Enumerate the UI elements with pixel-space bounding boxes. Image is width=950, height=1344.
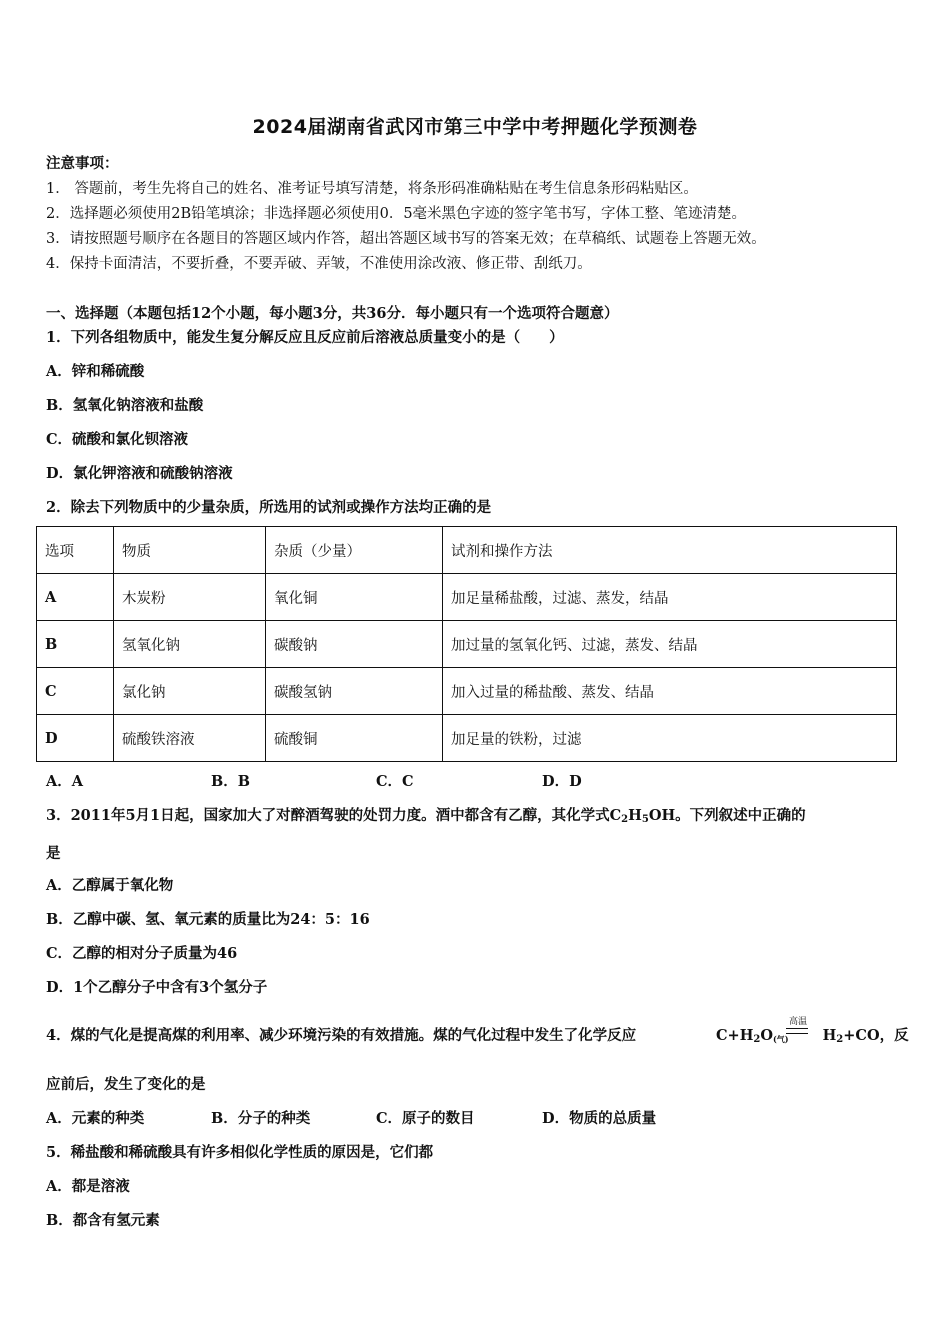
table-header: 物质 [114,527,266,574]
q4-stem-cont: 应前后，发生了变化的是 [46,1076,206,1093]
notice-item: 2．选择题必须使用2B铅笔填涂；非选择题必须使用0．5毫米黑色字迹的签字笔书写，字体工整、笔迹清楚。 [46,206,747,222]
table-cell: 硫酸铜 [266,715,443,762]
table-cell: 碳酸氢钠 [266,668,443,715]
q4-option-b: B．分子的种类 [211,1110,311,1127]
table-cell: 碳酸钠 [266,621,443,668]
q5-stem: 5．稀盐酸和稀硫酸具有许多相似化学性质的原因是，它们都 [46,1144,434,1161]
q4-option-d: D．物质的总质量 [542,1110,657,1127]
table-cell: B [37,621,114,668]
notice-heading: 注意事项： [46,155,119,172]
table-cell: 加过量的氢氧化钙、过滤，蒸发、结晶 [443,621,897,668]
formula-subscript: 2 [836,1034,844,1045]
q4-option-a: A．元素的种类 [46,1110,145,1127]
q2-table [36,526,897,762]
q3-stem-end: OH。下列叙述中正确的 [648,807,806,824]
q3-option-c: C．乙醇的相对分子质量为46 [46,945,238,962]
table-cell: 加入过量的稀盐酸、蒸发、结晶 [443,668,897,715]
table-cell: C [37,668,114,715]
eq-o: O [760,1027,773,1044]
q2-option-a: A．A [46,773,84,790]
table-header-row [37,527,897,574]
q2-option-d: D．D [542,773,582,790]
notice-item: 4．保持卡面清洁，不要折叠，不要弄破、弄皱，不准使用涂改液、修正带、刮纸刀。 [46,256,592,272]
q3-option-a: A．乙醇属于氧化物 [46,877,174,894]
table-cell: 氧化铜 [266,574,443,621]
table-cell: 木炭粉 [114,574,266,621]
equals-sign-icon [786,1028,808,1034]
q1-option-b: B．氢氧化钠溶液和盐酸 [46,397,204,414]
q1-option-a: A．锌和稀硫酸 [46,363,145,380]
condition-label: 高温 [789,1017,808,1027]
formula-subscript: 5 [641,814,649,825]
q3-stem-cont: 是 [46,845,61,862]
q3-option-d: D．1个乙醇分子中含有3个氢分子 [46,979,268,996]
eq-left: C+H [716,1027,754,1044]
table-cell: 加足量的铁粉，过滤 [443,715,897,762]
notice-item: 3．请按照题号顺序在各题目的答题区域内作答，超出答题区域书写的答案无效；在草稿纸、试题卷上答题无效。 [46,231,766,247]
eq-h: H [822,1027,837,1044]
formula-subscript: 2 [753,1034,761,1045]
table-cell: D [37,715,114,762]
table-row [37,621,897,668]
notice-item: 1． 答题前，考生先将自己的姓名、准考证号填写清楚，将条形码准确粘贴在考生信息条形码粘贴区。 [46,181,698,197]
table-cell: 氯化钠 [114,668,266,715]
q2-stem: 2．除去下列物质中的少量杂质，所选用的试剂或操作方法均正确的是 [46,499,492,516]
eq-right: +CO，反 [843,1027,909,1044]
q1-stem: 1．下列各组物质中，能发生复分解反应且反应前后溶液总质量变小的是（ ） [46,329,564,346]
q1-option-c: C．硫酸和氯化钡溶液 [46,431,189,448]
reaction-equation [716,1017,909,1045]
page-title: 2024届湖南省武冈市第三中学中考押题化学预测卷 [252,116,698,138]
table-row [37,574,897,621]
q2-option-b: B．B [211,773,251,790]
section-heading: 一、选择题（本题包括12个小题，每小题3分，共36分．每小题只有一个选项符合题意） [46,305,619,322]
formula-subscript: 2 [621,814,629,825]
table-cell: 硫酸铁溶液 [114,715,266,762]
q3-stem [46,804,806,825]
q4-stem: 4．煤的气化是提高煤的利用率、减少环境污染的有效措施。煤的气化过程中发生了化学反应 [46,1027,637,1044]
table-header: 试剂和操作方法 [443,527,897,574]
table-row [37,668,897,715]
formula-part: H [628,807,642,824]
q3-option-b: B．乙醇中碳、氢、氧元素的质量比为24：5：16 [46,911,370,928]
table-cell: A [37,574,114,621]
q2-option-c: C．C [376,773,414,790]
table-cell: 氢氧化钠 [114,621,266,668]
table-cell: 加足量稀盐酸，过滤、蒸发，结晶 [443,574,897,621]
state-label: (气) [773,1034,789,1044]
table-header: 杂质（少量） [266,527,443,574]
table-row [37,715,897,762]
q3-stem-text: 3．2011年5月1日起，国家加大了对醉酒驾驶的处罚力度。酒中都含有乙醇，其化学式C [46,807,622,824]
q1-option-d: D．氯化钾溶液和硫酸钠溶液 [46,465,233,482]
q5-option-b: B．都含有氢元素 [46,1212,160,1229]
q5-option-a: A．都是溶液 [46,1178,130,1195]
table-header: 选项 [37,527,114,574]
q4-option-c: C．原子的数目 [376,1110,475,1127]
